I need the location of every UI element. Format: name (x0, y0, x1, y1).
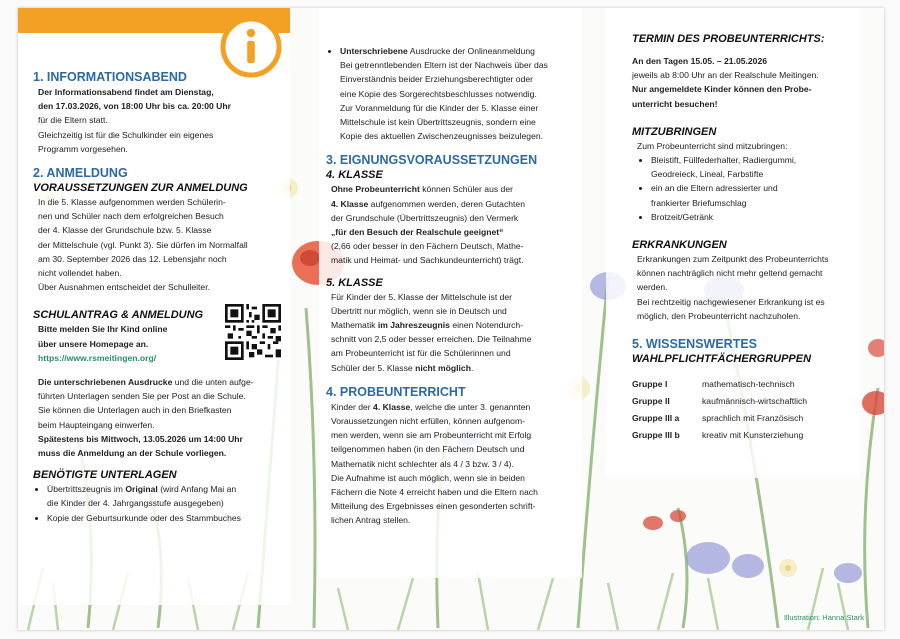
illustration-credit: Illustration: Hanna Stark (783, 613, 864, 622)
list-item: • Kopie der Geburtsurkunde oder des Stammbuches (47, 511, 291, 525)
list-item: • ein an die Eltern adressierter und frankierter Briefumschlag (651, 181, 864, 209)
subtitle-termin: TERMIN DES PROBEUNTERRICHTS: (632, 33, 825, 45)
deadline-line: muss die Anmeldung an der Schule vorliegen. (38, 448, 227, 459)
termin-dates: An den Tagen 15.05. – 21.05.2026 (632, 56, 768, 66)
info-date-line1: Der Informationsabend findet am Dienstag, (38, 87, 214, 97)
info-text-line: für die Eltern statt. (38, 115, 108, 126)
table-row: Gruppe II kaufmännisch-wirtschaftlich (632, 396, 808, 407)
column-left (33, 70, 291, 525)
flyer-sheet (18, 8, 884, 630)
subtitle-unterlagen: BENÖTIGTE UNTERLAGEN (33, 469, 177, 482)
column-middle (326, 44, 582, 528)
post-text-line: führten Unterlagen senden Sie per Post an die Schule. (38, 391, 246, 402)
column-right (632, 32, 864, 444)
subtitle-erkrankungen: ERKRANKUNGEN (632, 239, 727, 252)
subtitle-voraussetzungen: VORAUSSETZUNGEN ZUR ANMELDUNG (33, 182, 248, 195)
list-item: • Übertrittszeugnis im Original (wird Anfang Mai an die Kinder der 4. Jahrgangsstufe ausgegeben) (47, 482, 291, 510)
anmeldung-text-line: nicht vollendet haben. (38, 268, 122, 279)
section-title-wissenswertes: 5. WISSENSWERTES (632, 337, 758, 352)
list-item: • Brotzeit/Getränk (651, 210, 864, 224)
unterlagen-list (33, 482, 291, 525)
schulantrag-block (33, 308, 291, 365)
deadline-line: Spätestens bis Mittwoch, 13.05.2026 um 14:00 Uhr (38, 433, 243, 444)
list-item: • Unterschriebene Ausdrucke der Onlineanmeldung Bei getrenntlebenden Eltern ist der Nachweis über das Einverständnis beider Erziehungsberechtigter oder eine Kopie des Sorgerechtsbeschlusses notwendig. Zur Voranmeldung für die Kinder der 5. Klasse einer Mittelschule ist kein Übertrittszeugnis, sondern eine Kopie des aktuellen Zwischenzeugnisses beizulegen. (340, 44, 582, 143)
post-text-line: Sie können die Unterlagen auch in den Briefkasten (38, 405, 232, 416)
eignung-4-text: Ohne Probeunterricht können Schüler aus der 4. Klasse aufgenommen werden, deren Gutachten der Grundschule (Übertrittszeugnis) den Vermerk „für den Besuch der Realschule geeignet“ (2,66 oder besser in den Fächern Deutsch, Mathe- matik und Heimat- und Sachkundeunterricht) trägt. (331, 184, 525, 266)
anmeldung-text-line: Über Ausnahmen entscheidet der Schulleiter. (38, 282, 210, 293)
section-title-informationsabend: 1. INFORMATIONSABEND (33, 70, 187, 84)
subtitle-5-klasse: 5. KLASSE (326, 276, 383, 289)
section-title-anmeldung: 2. ANMELDUNG (33, 166, 128, 181)
post-text-line: beim Haupteingang einwerfen. (38, 419, 155, 430)
mitbringen-intro: Zum Probeunterricht sind mitzubringen: (637, 140, 788, 151)
table-row: Gruppe III b kreativ mit Kunsterziehung (632, 430, 804, 441)
unterlagen-list-cont (326, 44, 582, 143)
section-title-probeunterricht: 4. PROBEUNTERRICHT (326, 384, 466, 399)
eignung-5-text: Für Kinder der 5. Klasse der Mittelschule ist der Übertritt nur möglich, wenn sie in Deutsch und Mathematik im Jahreszeugnis einen Notendurch- schnitt von 2,5 oder besser erreichen. Die Teilnahme am Probeunterricht ist für die Schülerinnen und Schüler der 5. Klasse nicht möglich. (331, 291, 532, 373)
anmeldung-text-line: am 30. September 2026 das 12. Lebensjahr noch (38, 253, 227, 264)
subtitle-mitzubringen: MITZUBRINGEN (632, 125, 717, 138)
antrag-line: über unsere Homepage an. (38, 338, 149, 349)
erkrankungen-text: Erkrankungen zum Zeitpunkt des Probeunterrichts können nachträglich nicht mehr geltend gemacht werden. Bei rechtzeitig nachgewiesener Erkrankung ist es möglich, den Probeunterricht nachzuholen. (637, 254, 829, 321)
antrag-line: Bitte melden Sie Ihr Kind online (38, 324, 168, 335)
termin-time: jeweils ab 8:00 Uhr an der Realschule Meitingen. (632, 70, 819, 81)
gruppen-table (632, 376, 807, 444)
qr-code (225, 304, 281, 360)
subtitle-4-klasse: 4. KLASSE (326, 169, 383, 182)
anmeldung-text-line: der Mittelschule (vgl. Punkt 3). Sie dürfen im Normalfall (38, 239, 248, 250)
subtitle-wahlpflicht: WAHLPFLICHTFÄCHERGRUPPEN (632, 353, 812, 366)
subtitle-schulantrag: SCHULANTRAG & ANMELDUNG (33, 309, 204, 322)
anmeldung-text-line: nen und Schüler nach dem erfolgreichen Besuch (38, 211, 224, 222)
anmeldung-text-line: der 4. Klasse der Grundschule bzw. 5. Klasse (38, 225, 212, 236)
termin-note: Nur angemeldete Kinder können den Probe- (632, 84, 812, 95)
post-text-line: Die unterschriebenen Ausdrucke und die unten aufge- (38, 377, 254, 388)
section-title-eignung: 3. EIGNUNGSVORAUSSETZUNGEN (326, 153, 538, 168)
info-text-line: Gleichzeitig ist für die Schulkinder ein eigenes (38, 129, 214, 140)
termin-note: unterricht besuchen! (632, 98, 718, 109)
info-date-line2: den 17.03.2026, von 18:00 Uhr bis ca. 20:00 Uhr (38, 101, 231, 112)
info-text-line: Programm vorgesehen. (38, 143, 128, 154)
probeunterricht-text: Kinder der 4. Klasse, welche die unter 3. genannten Voraussetzungen nicht erfüllen, können aufgenom- men werden, wenn sie am Probeunterricht mit Erfolg teilgenommen haben (in den Fächern Deutsch und Mathematik nicht schlechter als 4 / 3 bzw. 3 / 4). Die Aufnahme ist auch möglich, wenn sie in beiden Fächern die Note 4 erreicht haben und die Eltern nach Mitteilung des Ergebnisses einen gesonderten schrift- lichen Antrag stellen. (331, 401, 538, 526)
table-row: Gruppe III a sprachlich mit Französisch (632, 413, 804, 424)
anmeldung-text-line: In die 5. Klasse aufgenommen werden Schülerin- (38, 197, 226, 208)
homepage-link[interactable]: https://www.rsmeitingen.org/ (38, 352, 157, 363)
mitbringen-list (637, 153, 864, 224)
table-row: Gruppe I mathematisch-technisch (632, 379, 795, 390)
list-item: • Bleistift, Füllfederhalter, Radiergummi, Geodreieck, Lineal, Farbstifte (651, 153, 864, 181)
